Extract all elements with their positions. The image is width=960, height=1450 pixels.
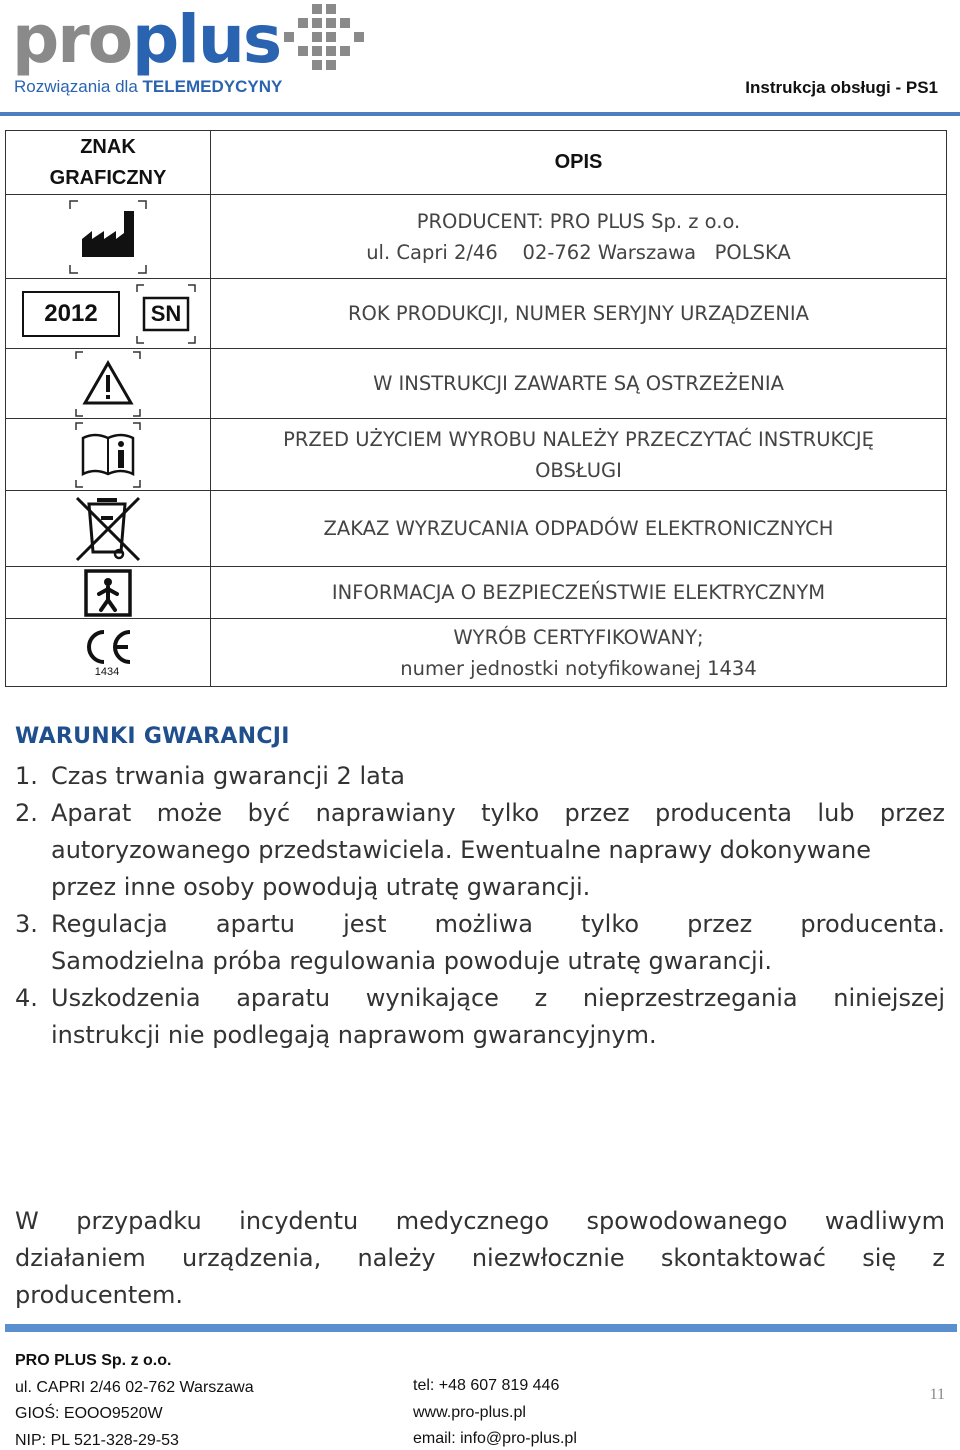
warranty-list bbox=[15, 758, 945, 1054]
desc-weee: ZAKAZ WYRZUCANIA ODPADÓW ELEKTRONICZNYCH bbox=[211, 491, 947, 567]
desc-manufacturer-line2: ul. Capri 2/46 02-762 Warszawa POLSKA bbox=[366, 240, 791, 264]
table-row bbox=[6, 279, 947, 349]
col-desc-header: OPIS bbox=[211, 131, 947, 195]
incident-line: producentem. bbox=[15, 1281, 184, 1309]
col-symbol-header: ZNAK GRAFICZNY bbox=[6, 131, 211, 195]
footer-email-link[interactable]: email: info@pro-plus.pl bbox=[413, 1430, 577, 1447]
logo-tagline: Rozwiązania dla bbox=[14, 77, 143, 96]
year-of-manufacture-box bbox=[22, 291, 120, 337]
footer-company-info bbox=[15, 1348, 395, 1450]
desc-warning: W INSTRUKCJI ZAWARTE SĄ OSTRZEŻENIA bbox=[211, 349, 947, 419]
list-item bbox=[15, 758, 945, 795]
svg-text:plus: plus bbox=[132, 2, 281, 78]
desc-manufacturer-line1: PRODUCENT: PRO PLUS Sp. z o.o. bbox=[416, 209, 741, 233]
warranty-heading: WARUNKI GWARANCJI bbox=[15, 724, 290, 749]
weee-bin-icon bbox=[73, 494, 143, 564]
item-text-cont: Samodzielna próba regulowania powoduje utratę gwarancji. bbox=[51, 947, 773, 975]
table-row bbox=[6, 349, 947, 419]
desc-read-manual-line2: OBSŁUGI bbox=[535, 458, 622, 482]
item-number: 4. bbox=[15, 984, 38, 1012]
footer-contact bbox=[413, 1373, 713, 1450]
incident-line: W przypadku incydentu medycznego spowodowanego wadliwym bbox=[15, 1207, 945, 1235]
footer-website-link[interactable]: www.pro-plus.pl bbox=[413, 1403, 526, 1421]
item-text-cont: instrukcji nie podlegają naprawom gwarancyjnym. bbox=[51, 1021, 657, 1049]
item-text: Aparat może być naprawiany tylko przez producenta lub przez bbox=[51, 799, 945, 827]
item-number: 3. bbox=[15, 910, 38, 938]
list-item bbox=[15, 795, 945, 906]
table-row bbox=[6, 195, 947, 279]
footer-divider bbox=[5, 1324, 957, 1332]
document-title: Instrukcja obsługi - PS1 bbox=[745, 78, 938, 97]
table-row bbox=[6, 491, 947, 567]
page-number: 11 bbox=[929, 1386, 945, 1403]
item-text: Czas trwania gwarancji 2 lata bbox=[51, 762, 405, 790]
item-text-cont: autoryzowanego przedstawiciela. Ewentualne naprawy dokonywane bbox=[51, 836, 872, 864]
item-number: 2. bbox=[15, 799, 38, 827]
ce-notified-body-number: 1434 bbox=[94, 665, 120, 678]
table-row bbox=[6, 567, 947, 619]
footer-company-name: PRO PLUS Sp. z o.o. bbox=[15, 1352, 172, 1369]
ce-mark bbox=[80, 628, 134, 678]
footer-phone: tel: +48 607 819 446 bbox=[413, 1377, 560, 1394]
manufacturer-icon bbox=[68, 199, 148, 275]
serial-number-icon bbox=[136, 284, 196, 344]
desc-certified-line1: WYRÓB CERTYFIKOWANY; bbox=[453, 625, 704, 649]
item-text-cont: przez inne osoby powodują utratę gwarancji. bbox=[51, 873, 591, 901]
logo-tagline-highlight: TELEMEDYCYNY bbox=[142, 77, 283, 96]
incident-note bbox=[15, 1203, 945, 1314]
desc-read-manual-line1: PRZED UŻYCIEM WYROBU NALEŻY PRZECZYTAĆ INSTRUKCJĘ bbox=[283, 427, 874, 451]
footer-address: ul. CAPRI 2/46 02-762 Warszawa bbox=[15, 1378, 254, 1396]
table-row bbox=[6, 619, 947, 687]
list-item bbox=[15, 980, 945, 1054]
item-text: Uszkodzenia aparatu wynikające z nieprzestrzegania niniejszej bbox=[51, 984, 945, 1012]
desc-electrical-safety: INFORMACJA O BEZPIECZEŃSTWIE ELEKTRYCZNYM bbox=[211, 567, 947, 619]
read-manual-icon bbox=[75, 422, 141, 488]
proplus-logo bbox=[12, 2, 372, 98]
sn-label: SN bbox=[150, 300, 182, 326]
table-header-row bbox=[6, 131, 947, 195]
table-row bbox=[6, 419, 947, 491]
warning-icon bbox=[75, 351, 141, 417]
type-bf-applied-part-icon bbox=[83, 568, 133, 618]
footer-nip: NIP: PL 521-328-29-53 bbox=[15, 1431, 179, 1449]
symbols-table bbox=[5, 130, 947, 687]
incident-line: działaniem urządzenia, należy niezwłocznie skontaktować się z bbox=[15, 1244, 945, 1272]
desc-year-serial: ROK PRODUKCJI, NUMER SERYJNY URZĄDZENIA bbox=[211, 279, 947, 349]
svg-text:pro: pro bbox=[12, 2, 132, 78]
year-label: 2012 bbox=[44, 299, 98, 327]
desc-certified-line2: numer jednostki notyfikowanej 1434 bbox=[400, 656, 757, 680]
item-text: Regulacja apartu jest możliwa tylko przez producenta. bbox=[51, 910, 945, 938]
ce-mark-icon bbox=[80, 628, 134, 666]
item-number: 1. bbox=[15, 762, 38, 790]
footer-gios: GIOŚ: EOOO9520W bbox=[15, 1405, 163, 1422]
list-item bbox=[15, 906, 945, 980]
svg-text:Rozwiązania dla TELEMEDYCYNY bbox=[14, 77, 283, 96]
header-divider bbox=[0, 112, 960, 116]
